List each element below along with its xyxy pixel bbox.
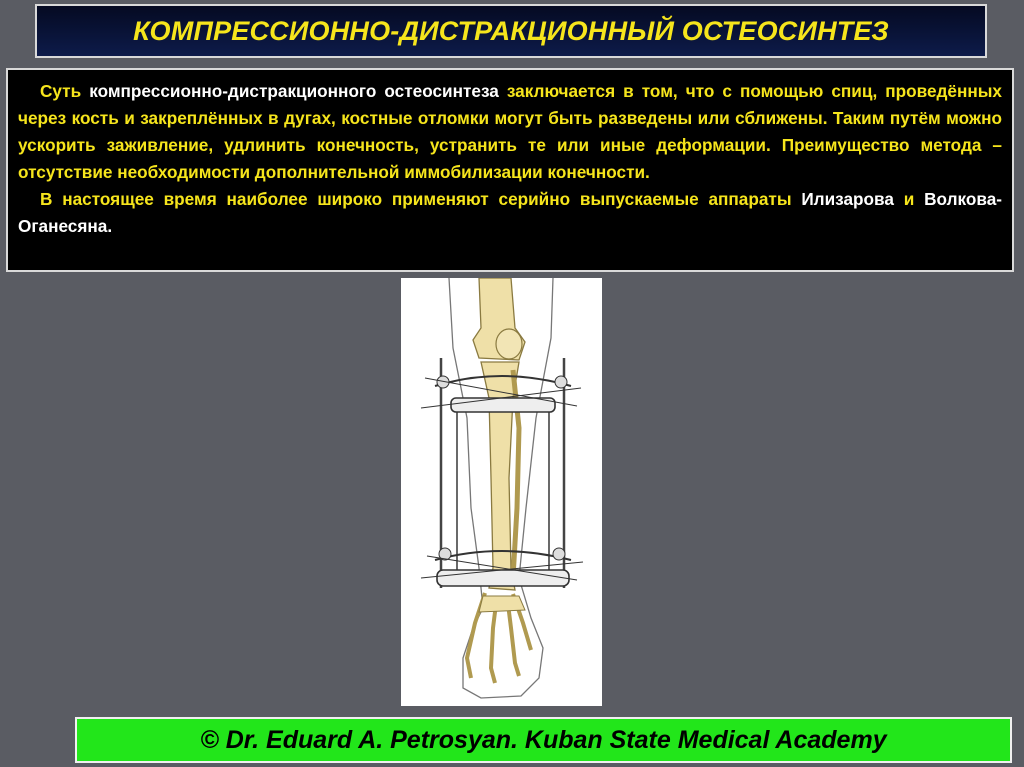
footer-banner xyxy=(75,717,1012,763)
text-span: заключается в том, что с помощью спиц, проведённых через кость и закреплённых в дугах, костные отломки могут быть разведены или сближены. Таким путём можно ускорить заживление, удлинить конечность, устранить те или иные деформации. Преимущество метода – отсутствие необходимости дополнительной иммобилизации конечности. xyxy=(18,81,1002,182)
text-span: и xyxy=(893,189,925,209)
text-span: Волкова-Оганесяна. xyxy=(18,189,1003,236)
text-span: Илизарова xyxy=(801,189,894,209)
leg-with-fixator-icon xyxy=(401,278,602,706)
text-span: В настоящее время наиболее широко применяют серийно выпускаемые аппараты xyxy=(40,189,802,209)
paragraph-devices xyxy=(18,186,1002,240)
text-span: компрессионно-дистракционного остеосинтеза xyxy=(81,81,507,101)
external-fixator-illustration xyxy=(401,278,602,706)
text-span: Суть xyxy=(40,81,82,101)
copyright-text: © Dr. Eduard A. Petrosyan. Kuban State Medical Academy xyxy=(200,725,887,754)
paragraph-essence xyxy=(18,78,1002,186)
page-title: КОМПРЕССИОННО-ДИСТРАКЦИОННЫЙ ОСТЕОСИНТЕЗ xyxy=(133,15,889,46)
title-banner xyxy=(35,4,987,58)
description-panel xyxy=(6,68,1014,272)
